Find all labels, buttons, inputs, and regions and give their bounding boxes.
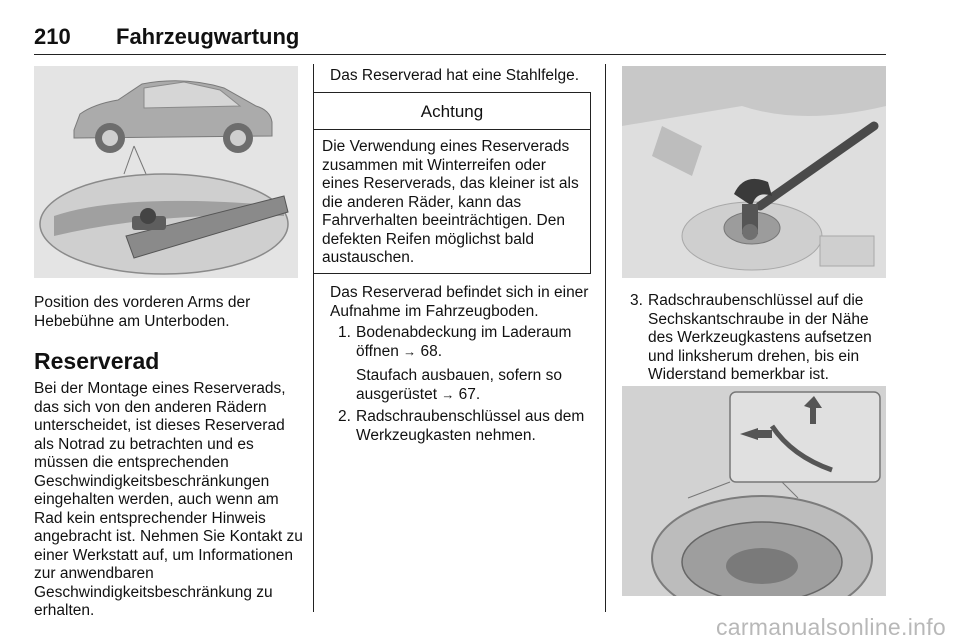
page-header [34, 24, 886, 55]
notice-body: Die Verwendung eines Reserverads zusammen mit Winterreifen oder eines Reserverads, das kleiner ist als die anderen Räder, kann das Fahrverhalten beeinträchtigen. Den defekten Reifen möglichst bald austauschen. [322, 138, 579, 266]
wrench-illustration [622, 66, 886, 278]
figure-caption: Position des vorderen Arms der Hebebühne am Unterboden. [34, 294, 251, 330]
intro-paragraph: Das Reserverad hat eine Stahlfelge. [330, 67, 580, 84]
notice-title: Achtung [314, 93, 590, 130]
wrench-on-hex-bolt-figure [622, 66, 886, 278]
page-ref-link[interactable]: 68. [420, 342, 443, 360]
spare-wheel-well-figure [622, 386, 886, 596]
page-title: Fahrzeugwartung [116, 24, 300, 49]
step-item [356, 324, 592, 361]
page-ref-arrow-icon: → [441, 386, 455, 402]
step-number: 3. [630, 292, 643, 309]
step-text: Bodenabdeckung im Laderaum öffnen [356, 324, 572, 360]
watermark: carmanualsonline.info [715, 614, 946, 640]
page-ref-link[interactable]: 67. [458, 385, 481, 403]
page-number: 210 [34, 24, 71, 49]
car-lift-point-figure [34, 66, 298, 278]
car-lift-illustration [34, 66, 298, 278]
step-number: 1. [338, 324, 351, 341]
step-text: Radschraubenschlüssel auf die Sechskantschraube in der Nähe des Werkzeugkastens aufsetzen und linksherum drehen, bis ein Widerstand bemerkbar ist. [648, 292, 872, 383]
location-paragraph: Das Reserverad befindet sich in einer Aufnahme im Fahrzeugboden. [330, 284, 589, 320]
step-item [356, 367, 592, 404]
step-text: Staufach ausbauen, sofern so ausgerüstet [356, 367, 562, 403]
body-paragraph: Bei der Montage eines Reserverads, das sich von den anderen Rädern unterscheidet, ist dieses Reserverad als Notrad zu betrachten und es müssen die entsprechenden Geschwindigkeitsbeschränkungen eingehalten werden, auch wenn am Rad kein entsprechender Hinweis angebracht ist. Nehmen Sie Kontakt zu einer Werkstatt auf, um Informationen zur anwendbaren Geschwindigkeitsbeschränkung zu erhalten. [34, 380, 303, 619]
column-divider [605, 64, 606, 612]
step-number: 2. [338, 408, 351, 425]
page-ref-arrow-icon: → [403, 343, 417, 359]
step-text: Radschraubenschlüssel aus dem Werkzeugkasten nehmen. [356, 408, 585, 444]
warning-notice-box [313, 92, 591, 274]
spare-wheel-illustration [622, 386, 886, 596]
section-heading: Reserverad [34, 348, 160, 374]
